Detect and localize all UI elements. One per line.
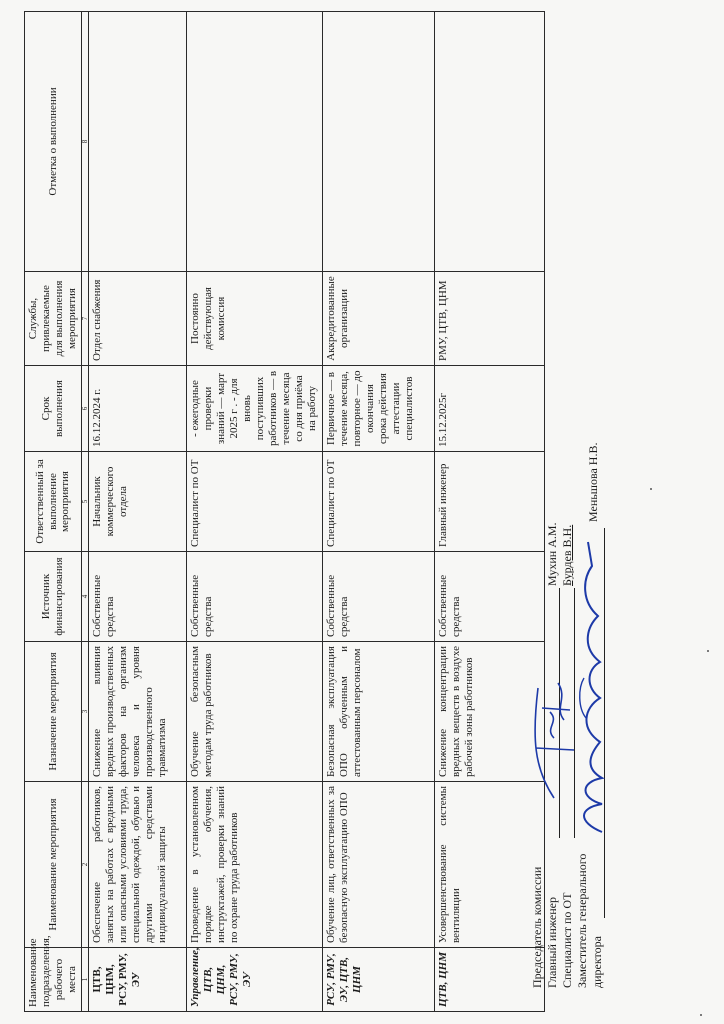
column-number: 5	[82, 452, 89, 552]
column-number: 1	[82, 948, 89, 1012]
header-completion-mark: Отметка о выполнении	[25, 12, 82, 272]
row-department: Управление, ЦТВ, ЦНМ, РСУ, РМУ, ЭУ	[187, 948, 323, 1012]
row-purpose: Обучение безопасным методам труда работников	[187, 642, 323, 782]
row-measure: Обеспечение работников, занятых на работах с вредными или опасными условиями труда, специальной одеждой, обувью и другими средствами индивидуальной защиты	[89, 782, 187, 948]
row-completion-mark	[187, 12, 323, 272]
row-responsible: Специалист по ОТ	[187, 452, 323, 552]
ot-specialist-label: Специалист по ОТ	[560, 892, 574, 988]
column-number: 4	[82, 552, 89, 642]
row-deadline: 16.12.2024 г.	[89, 366, 187, 452]
ot-specialist-name: Бурдев В.Н.	[560, 524, 574, 586]
column-number: 2	[82, 782, 89, 948]
table-header-row	[25, 12, 82, 1012]
column-number: 3	[82, 642, 89, 782]
header-measure-purpose: Назначение мероприятия	[25, 642, 82, 782]
row-department: ЦТВ, ЦНМ, РСУ, РМУ, ЭУ	[89, 948, 187, 1012]
column-number-row	[82, 12, 89, 1012]
engineer-name: Мухин А.М.	[545, 522, 559, 586]
chair-label: Председатель комиссии	[530, 866, 544, 988]
table-row	[323, 12, 435, 1012]
row-source: Собственные средства	[89, 552, 187, 642]
row-purpose: Снижение влияния вредных производственных факторов на организм человека и уровня производственного травматизма	[89, 642, 187, 782]
row-purpose: Снижение концентрации вредных веществ в воздухе рабочей зоны работников	[435, 642, 545, 782]
row-department: ЦТВ, ЦНМ	[435, 948, 545, 1012]
row-completion-mark	[435, 12, 545, 272]
row-measure: Проведение в установленном порядке обучения, инструктажей, проверки знаний по охране труда работников	[187, 782, 323, 948]
row-source: Собственные средства	[187, 552, 323, 642]
scan-speck	[700, 1014, 702, 1016]
header-deadline: Срок выполнения	[25, 366, 82, 452]
row-completion-mark	[89, 12, 187, 272]
row-services: РМУ, ЦТВ, ЦНМ	[435, 272, 545, 366]
header-department: Наименование подразделения, рабочего места	[25, 948, 82, 1012]
header-responsible: Ответственный за выполнение мероприятия	[25, 452, 82, 552]
table-row	[187, 12, 323, 1012]
row-completion-mark	[323, 12, 435, 272]
row-measure: Обучение лиц, ответственных за безопасную эксплуатацию ОПО	[323, 782, 435, 948]
deputy-handwritten-signature	[572, 538, 616, 838]
row-deadline: 15.12.2025г	[435, 366, 545, 452]
row-responsible: Начальник коммерческого отдела	[89, 452, 187, 552]
engineer-label: Главный инженер	[545, 897, 559, 988]
row-purpose: Безопасная эксплуатация ОПО обученным и аттестованным персоналом	[323, 642, 435, 782]
deputy-name: Меньшова Н.В.	[586, 442, 600, 522]
row-services: Отдел снабжения	[89, 272, 187, 366]
row-department: РСУ, РМУ, ЭУ, ЦТВ, ЦНМ	[323, 948, 435, 1012]
signature-block	[530, 428, 650, 988]
row-deadline: Первичное — в течение месяца, повторное — до окончания срока действия аттестации специалистов	[323, 366, 435, 452]
row-services: Постоянно действующая комиссия	[187, 272, 323, 366]
row-services: Аккредитованные организации	[323, 272, 435, 366]
deputy-label-line-2: директора	[590, 936, 604, 988]
row-source: Собственные средства	[435, 552, 545, 642]
table-row	[435, 12, 545, 1012]
table-row	[89, 12, 187, 1012]
header-funding-source: Источник финансирования	[25, 552, 82, 642]
header-measure-name: Наименование мероприятия	[25, 782, 82, 948]
row-measure: Усовершенствование системы вентиляции	[435, 782, 545, 948]
header-services: Службы, привлекаемые для выполнения мероприятия	[25, 272, 82, 366]
column-number: 7	[82, 272, 89, 366]
scan-speck	[650, 488, 652, 490]
deputy-label-line-1: Заместитель генерального	[575, 853, 589, 988]
row-source: Собственные средства	[323, 552, 435, 642]
row-deadline: - ежегодные проверки знаний — март 2025 г . - для вновь поступивших работников — в течение месяца со дня приёма на работу	[187, 366, 323, 452]
row-responsible: Специалист по ОТ	[323, 452, 435, 552]
measures-table	[24, 11, 545, 1012]
column-number: 6	[82, 366, 89, 452]
column-number: 8	[82, 12, 89, 272]
scan-speck	[707, 650, 709, 652]
row-responsible: Главный инженер	[435, 452, 545, 552]
